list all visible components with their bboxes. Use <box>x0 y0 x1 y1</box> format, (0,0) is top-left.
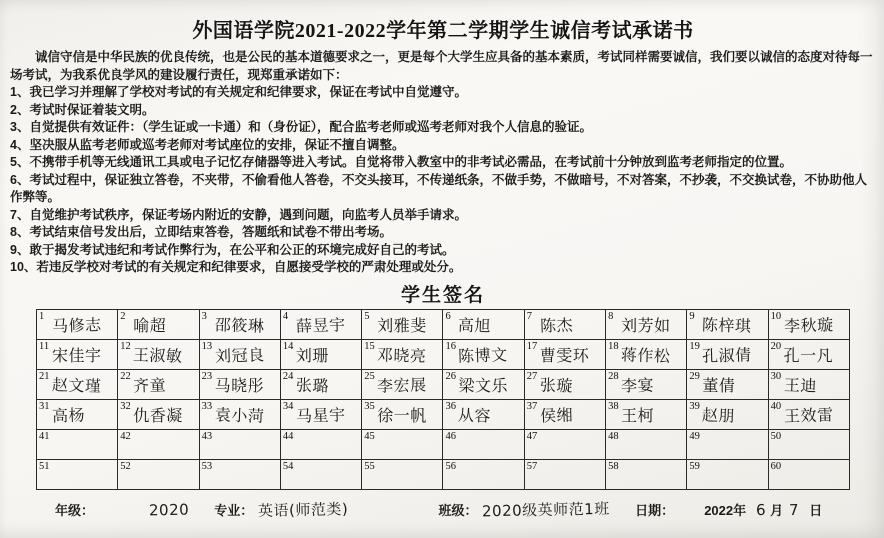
date-label: 日期： <box>635 502 675 518</box>
cell-number: 20 <box>770 340 782 352</box>
signature-row <box>37 369 850 399</box>
signature-cell <box>687 429 768 459</box>
signature-cell <box>524 429 605 459</box>
signature-handwriting: 从容 <box>458 404 492 426</box>
signature-cell <box>768 369 849 399</box>
signature-cell <box>606 309 687 339</box>
signature-cell <box>37 339 118 369</box>
date-month-value: 6 <box>755 500 767 519</box>
cell-number: 17 <box>526 340 538 352</box>
cell-number: 15 <box>364 340 375 352</box>
signature-handwriting: 李秋璇 <box>783 314 834 336</box>
cell-number: 46 <box>445 430 456 442</box>
signature-cell <box>687 369 768 399</box>
signature-row <box>37 429 850 459</box>
signature-table <box>36 309 850 490</box>
signature-handwriting: 张璇 <box>539 374 574 396</box>
signature-cell <box>443 309 524 339</box>
signature-cell <box>118 429 199 459</box>
signature-handwriting: 赵朋 <box>702 404 736 426</box>
signature-cell <box>768 399 849 429</box>
signature-cell <box>524 369 605 399</box>
cell-number: 56 <box>445 460 456 472</box>
signature-cell <box>768 429 849 459</box>
cell-number: 10 <box>770 310 782 322</box>
cell-number: 7 <box>526 310 533 322</box>
cell-number: 51 <box>39 460 50 472</box>
signature-cell <box>199 429 280 459</box>
cell-number: 30 <box>770 370 782 382</box>
cell-number: 19 <box>689 340 700 352</box>
date-month-unit: 月 <box>770 502 784 518</box>
signature-handwriting: 高杨 <box>51 404 86 426</box>
cell-number: 39 <box>689 400 700 412</box>
signature-handwriting: 齐童 <box>133 374 167 396</box>
promise-item: 8、考试结束信号发出后，立即结束答卷，答题纸和试卷不带出考场。 <box>10 225 392 239</box>
signature-cell <box>280 429 361 459</box>
signature-cell <box>362 399 443 429</box>
signature-handwriting: 仇香凝 <box>133 405 183 425</box>
signature-heading: 学生签名 <box>400 284 485 306</box>
cell-number: 14 <box>282 340 294 352</box>
signature-cell <box>199 369 280 399</box>
signature-cell <box>687 309 768 339</box>
signature-handwriting: 孔一凡 <box>783 345 834 365</box>
signature-cell <box>524 459 605 489</box>
signature-cell <box>768 339 849 369</box>
cell-number: 25 <box>364 370 375 382</box>
signature-cell <box>199 309 280 339</box>
signature-cell <box>606 339 687 369</box>
cell-number: 35 <box>364 400 375 412</box>
cell-number: 47 <box>526 430 538 442</box>
signature-row <box>37 309 850 339</box>
signature-handwriting: 侯缃 <box>539 404 574 426</box>
cell-number: 31 <box>39 400 50 412</box>
signature-cell <box>524 399 605 429</box>
signature-row <box>37 399 850 429</box>
signature-cell <box>606 429 687 459</box>
cell-number: 37 <box>526 400 538 412</box>
signature-cell <box>199 399 280 429</box>
cell-number: 55 <box>364 460 375 472</box>
signature-cell <box>118 369 199 399</box>
document-title: 外国语学院2021-2022学年第二学期学生诚信考试承诺书 <box>192 20 694 42</box>
signature-handwriting: 薛昱宇 <box>295 314 346 336</box>
signature-handwriting: 王效雷 <box>783 404 834 426</box>
cell-number: 41 <box>39 430 50 442</box>
signature-handwriting: 李宏展 <box>376 374 428 396</box>
cell-number: 49 <box>689 430 700 442</box>
cell-number: 57 <box>526 460 538 472</box>
date-day-value: 7 <box>788 500 800 519</box>
promise-item: 5、不携带手机等无线通讯工具或电子记忆存储器等进入考试。自觉将带入教室中的非考试必需品，在考试前十分钟放到监考老师指定的位置。 <box>10 155 792 169</box>
signature-handwriting: 马晓彤 <box>214 375 265 395</box>
major-value: 英语(师范类) <box>258 499 349 520</box>
signature-cell <box>280 309 361 339</box>
signature-handwriting: 曹雯环 <box>539 345 590 365</box>
signature-cell <box>199 459 280 489</box>
cell-number: 28 <box>608 370 619 382</box>
signature-handwriting: 梁文乐 <box>458 375 508 395</box>
signature-handwriting: 王淑敏 <box>132 344 184 366</box>
cell-number: 45 <box>364 430 375 442</box>
signature-handwriting: 邓晓亮 <box>376 344 427 366</box>
signature-handwriting: 张璐 <box>295 374 330 396</box>
cell-number: 44 <box>282 430 294 442</box>
promise-item: 10、若违反学校对考试的有关规定和纪律要求，自愿接受学校的严肃处理或处分。 <box>10 260 462 274</box>
signature-cell <box>768 309 849 339</box>
promise-item: 2、考试时保证着装文明。 <box>10 102 155 117</box>
cell-number: 5 <box>364 310 370 322</box>
signature-handwriting: 袁小菏 <box>214 404 265 426</box>
signature-cell <box>443 429 524 459</box>
signature-cell <box>362 459 443 489</box>
signature-row <box>37 459 850 489</box>
promise-item: 1、我已学习并理解了学校对考试的有关规定和纪律要求，保证在考试中自觉遵守。 <box>10 85 467 99</box>
class-value: 2020级英师范1班 <box>482 499 611 520</box>
cell-number: 22 <box>120 370 131 382</box>
signature-cell <box>280 459 361 489</box>
signature-cell <box>362 339 443 369</box>
cell-number: 32 <box>120 400 131 412</box>
signature-cell <box>687 399 768 429</box>
cell-number: 9 <box>689 310 695 322</box>
promise-list <box>10 84 876 277</box>
signature-handwriting: 刘雅斐 <box>377 315 427 335</box>
signature-cell <box>443 399 524 429</box>
cell-number: 58 <box>608 460 619 472</box>
signature-cell <box>362 429 443 459</box>
cell-number: 2 <box>120 310 126 322</box>
promise-item: 7、自觉维护考试秩序，保证考场内附近的安静，遇到问题，向监考人员举手请求。 <box>10 207 467 222</box>
cell-number: 12 <box>120 340 131 352</box>
signature-handwriting: 赵文瑾 <box>51 374 102 396</box>
date-year: 2022年 <box>704 502 747 518</box>
signature-cell <box>118 339 199 369</box>
signature-handwriting: 蒋作松 <box>620 344 671 366</box>
cell-number: 8 <box>608 310 614 322</box>
major-label: 专业： <box>214 502 254 518</box>
signature-cell <box>606 459 687 489</box>
signature-cell <box>37 369 118 399</box>
signature-handwriting: 陈梓琪 <box>702 314 753 336</box>
signature-handwriting: 刘冠良 <box>214 344 265 366</box>
cell-number: 48 <box>608 430 619 442</box>
signature-cell <box>687 339 768 369</box>
cell-number: 3 <box>201 310 207 322</box>
signature-cell <box>199 339 280 369</box>
cell-number: 1 <box>39 310 45 322</box>
signature-handwriting: 徐一帆 <box>377 405 427 425</box>
cell-number: 36 <box>445 400 456 412</box>
signature-cell <box>768 459 849 489</box>
signature-handwriting: 刘芳如 <box>621 315 671 335</box>
cell-number: 29 <box>689 370 700 382</box>
signature-handwriting: 马星宇 <box>295 404 346 426</box>
cell-number: 54 <box>282 460 294 472</box>
promise-item: 9、敢于揭发考试违纪和考试作弊行为，在公平和公正的环境完成好自己的考试。 <box>10 242 455 257</box>
cell-number: 42 <box>120 430 131 442</box>
signature-handwriting: 王柯 <box>621 405 655 425</box>
cell-number: 40 <box>770 400 782 412</box>
signature-cell <box>362 309 443 339</box>
cell-number: 27 <box>526 370 538 382</box>
signature-handwriting: 孔淑倩 <box>702 344 753 366</box>
cell-number: 26 <box>445 370 456 382</box>
cell-number: 38 <box>608 400 619 412</box>
promise-item: 6、考试过程中，保证独立答卷，不夹带，不偷看他人答卷，不交头接耳，不传递纸条，不做手势，不做暗号，不对答案，不抄袭，不交换试卷，不协助他人作弊等。 <box>10 172 867 204</box>
promise-item: 4、坚决服从监考老师或巡考老师对考试座位的安排，保证不擅自调整。 <box>10 137 405 152</box>
cell-number: 16 <box>445 340 456 352</box>
signature-cell <box>280 339 361 369</box>
signature-cell <box>687 459 768 489</box>
signature-handwriting: 马修志 <box>51 314 102 336</box>
signature-cell <box>524 309 605 339</box>
cell-number: 53 <box>201 460 213 472</box>
signature-cell <box>443 459 524 489</box>
cell-number: 11 <box>39 340 50 352</box>
cell-number: 43 <box>201 430 213 442</box>
cell-number: 4 <box>282 310 289 322</box>
signature-cell <box>280 399 361 429</box>
signature-cell <box>524 339 605 369</box>
signature-cell <box>37 429 118 459</box>
class-label: 班级： <box>438 502 478 518</box>
signature-cell <box>118 459 199 489</box>
signature-handwriting: 陈杰 <box>539 314 574 336</box>
signature-cell <box>37 309 118 339</box>
signature-cell <box>606 369 687 399</box>
cell-number: 21 <box>39 370 50 382</box>
signature-handwriting: 李宴 <box>620 374 655 396</box>
cell-number: 59 <box>689 460 700 472</box>
cell-number: 24 <box>282 370 294 382</box>
signature-handwriting: 王迪 <box>783 374 817 396</box>
cell-number: 33 <box>201 400 213 412</box>
signature-cell <box>37 459 118 489</box>
signature-handwriting: 董倩 <box>702 375 736 395</box>
grade-label: 年级： <box>55 502 95 518</box>
signature-cell <box>443 339 524 369</box>
signature-handwriting: 刘珊 <box>295 345 329 365</box>
cell-number: 13 <box>201 340 213 352</box>
cell-number: 18 <box>608 340 619 352</box>
signature-cell <box>362 369 443 399</box>
signature-cell <box>37 399 118 429</box>
signature-cell <box>280 369 361 399</box>
cell-number: 6 <box>445 310 451 322</box>
cell-number: 52 <box>120 460 131 472</box>
cell-number: 23 <box>201 370 213 382</box>
signature-row <box>37 339 850 369</box>
cell-number: 60 <box>770 460 782 472</box>
signature-handwriting: 邵筱琳 <box>214 314 265 336</box>
signature-handwriting: 陈博文 <box>458 344 509 366</box>
grade-value: 2020 <box>148 500 190 519</box>
signature-handwriting: 宋佳宇 <box>52 345 102 365</box>
signature-cell <box>606 399 687 429</box>
cell-number: 50 <box>770 430 782 442</box>
intro-paragraph: 诚信守信是中华民族的优良传统，也是公民的基本道德要求之一，更是每个大学生应具备的基本素质，考试同样需要诚信，我们要以诚信的态度对待每一场考试，为我系优良学风的建设履行责任，现郑重承诺如下： <box>10 50 873 82</box>
signature-handwriting: 喻超 <box>133 315 167 335</box>
signature-cell <box>443 369 524 399</box>
signature-cell <box>118 309 199 339</box>
signature-cell <box>118 399 199 429</box>
footer-fields <box>10 499 876 520</box>
date-day-unit: 日 <box>809 502 823 518</box>
cell-number: 34 <box>282 400 294 412</box>
promise-item: 3、自觉提供有效证件：（学生证或一卡通）和（身份证），配合监考老师或巡考老师对我个人信息的验证。 <box>10 120 592 134</box>
signature-handwriting: 高旭 <box>458 314 492 336</box>
